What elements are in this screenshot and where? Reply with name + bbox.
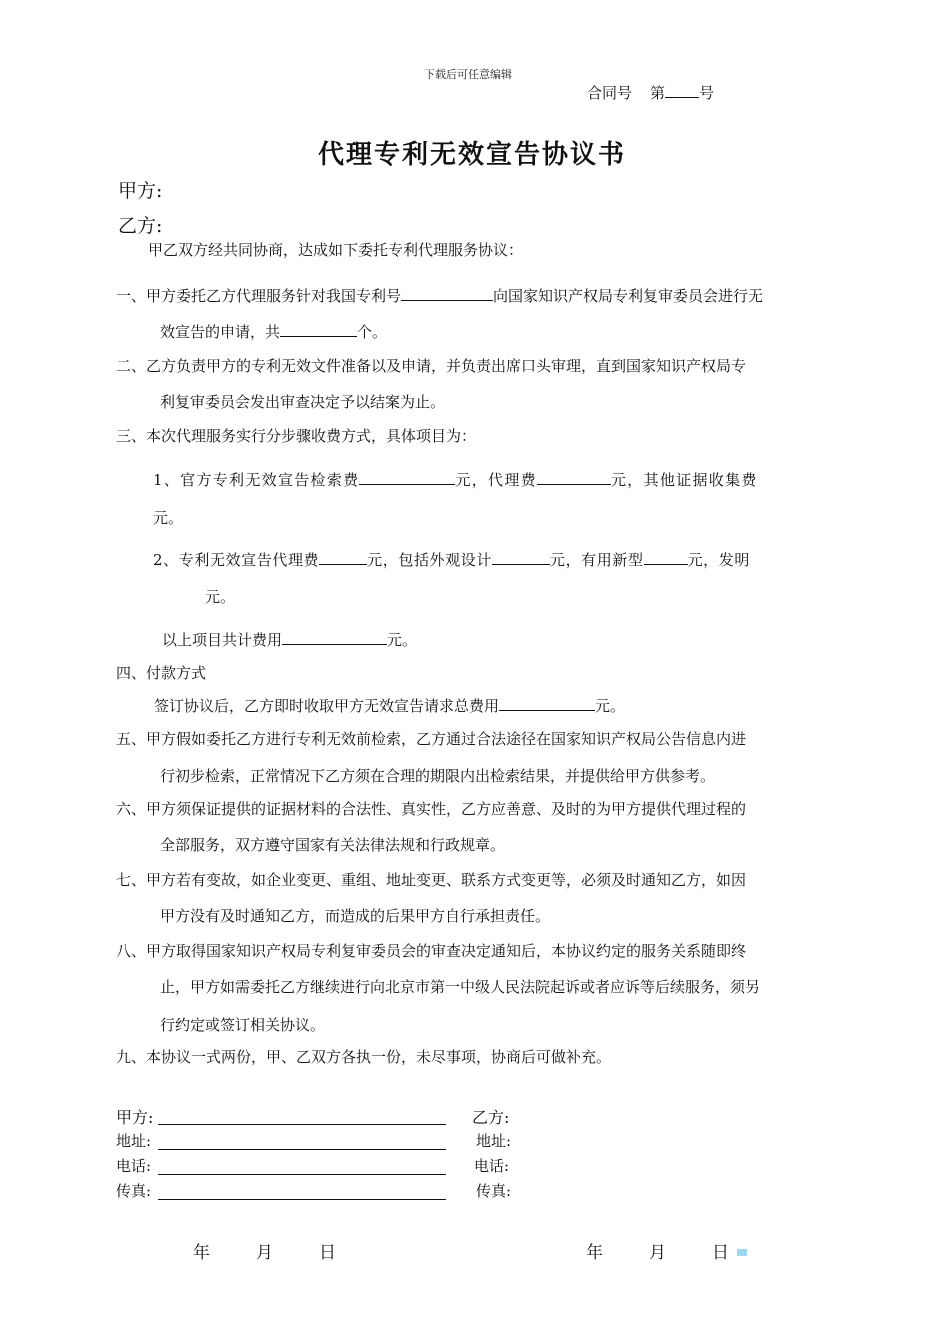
clause-1-line-2 xyxy=(160,320,387,342)
sign-address-a-label: 地址: xyxy=(116,1132,152,1150)
utility-model-fee-blank xyxy=(644,548,688,565)
sign-party-a-line xyxy=(158,1124,446,1125)
clause-6-line-2: 全部服务，双方遵守国家有关法律法规和行政规章。 xyxy=(160,836,506,854)
clause-9-line-1: 九、本协议一式两份，甲、乙双方各执一份，未尽事项，协商后可做补充。 xyxy=(116,1048,612,1066)
sign-address-a-line xyxy=(158,1149,446,1150)
sign-party-b-label: 乙方: xyxy=(472,1108,510,1127)
total-fee-blank xyxy=(282,628,387,645)
date-left-year: 年 xyxy=(193,1243,210,1263)
application-count-blank xyxy=(280,320,357,337)
fee-item-2-tail: 元。 xyxy=(205,588,236,606)
party-a-label: 甲方: xyxy=(118,180,163,202)
sign-phone-b-label: 电话: xyxy=(474,1157,510,1175)
sign-phone-a-line xyxy=(158,1174,446,1175)
text-cursor-mark xyxy=(737,1249,747,1256)
fee-total xyxy=(162,628,417,650)
fee-item-2-text-b: 元，包括外观设计 xyxy=(367,550,492,569)
clause-4-line-2 xyxy=(154,694,625,716)
date-right-month: 月 xyxy=(649,1243,666,1263)
date-left-month: 月 xyxy=(256,1243,273,1263)
contract-number-blank xyxy=(665,81,699,98)
sign-party-a-label: 甲方: xyxy=(116,1108,154,1127)
design-fee-blank xyxy=(492,548,550,565)
clause-3-line-1: 三、本次代理服务实行分步骤收费方式，具体项目为： xyxy=(116,427,477,445)
date-right xyxy=(586,1238,729,1263)
intro-text: 甲乙双方经共同协商，达成如下委托专利代理服务协议： xyxy=(148,241,524,259)
date-right-year: 年 xyxy=(586,1243,603,1263)
contract-number-suffix: 号 xyxy=(699,83,715,102)
date-left xyxy=(193,1238,336,1263)
date-right-day: 日 xyxy=(712,1243,729,1263)
fee-total-text-a: 以上项目共计费用 xyxy=(162,630,283,649)
clause-1-text-d: 个。 xyxy=(357,322,388,341)
party-b-label: 乙方: xyxy=(118,215,163,237)
fee-total-text-b: 元。 xyxy=(387,630,418,649)
clause-8-line-1: 八、甲方取得国家知识产权局专利复审委员会的审查决定通知后，本协议约定的服务关系随即终 xyxy=(116,942,747,960)
sign-fax-b-label: 传真: xyxy=(476,1182,512,1200)
sign-phone-a-label: 电话: xyxy=(116,1157,152,1175)
clause-2-line-1: 二、乙方负责甲方的专利无效文件准备以及申请，并负责出席口头审理，直到国家知识产权局专 xyxy=(116,357,747,375)
fee-item-1-text-b: 元，代理费 xyxy=(455,470,537,489)
clause-6-line-1: 六、甲方须保证提供的证据材料的合法性、真实性，乙方应善意、及时的为甲方提供代理过程的 xyxy=(116,800,747,818)
sign-fax-a-label: 传真: xyxy=(116,1182,152,1200)
fee-item-1-tail: 元。 xyxy=(153,509,184,527)
agency-fee-blank xyxy=(537,468,611,485)
document-title: 代理专利无效宣告协议书 xyxy=(318,140,627,170)
search-fee-blank xyxy=(359,468,455,485)
sign-fax-a-line xyxy=(158,1199,446,1200)
clause-7-line-1: 七、甲方若有变故，如企业变更、重组、地址变更、联系方式变更等，必须及时通知乙方，如因 xyxy=(116,871,747,889)
fee-item-1-text-a: 1、官方专利无效宣告检索费 xyxy=(153,470,360,489)
clause-2-line-2: 利复审委员会发出审查决定予以结案为止。 xyxy=(160,393,446,411)
total-request-fee-blank xyxy=(499,694,595,711)
contract-number-prefix: 第 xyxy=(650,83,666,102)
invalidation-agency-fee-blank xyxy=(319,548,367,565)
fee-item-2-text-c: 元，有用新型 xyxy=(549,550,644,569)
fee-item-2 xyxy=(153,548,750,570)
sign-address-b-label: 地址: xyxy=(476,1132,512,1150)
clause-5-line-1: 五、甲方假如委托乙方进行专利无效前检索，乙方通过合法途径在国家知识产权局公告信息内进 xyxy=(116,730,747,748)
clause-1-text-c: 效宣告的申请，共 xyxy=(160,322,281,341)
fee-item-1-text-c: 元，其他证据收集费 xyxy=(610,470,758,489)
clause-4-text-b: 元。 xyxy=(595,696,626,715)
clause-7-line-2: 甲方没有及时通知乙方，而造成的后果甲方自行承担责任。 xyxy=(160,907,551,925)
contract-number-label: 合同号 xyxy=(587,83,633,102)
clause-1-text-a: 一、甲方委托乙方代理服务针对我国专利号 xyxy=(116,286,402,305)
clause-8-line-3: 行约定或签订相关协议。 xyxy=(160,1016,326,1034)
clause-4-text-a: 签订协议后，乙方即时收取甲方无效宣告请求总费用 xyxy=(154,696,500,715)
fee-item-2-text-d: 元，发明 xyxy=(687,550,750,569)
fee-item-2-text-a: 2、专利无效宣告代理费 xyxy=(153,550,320,569)
clause-5-line-2: 行初步检索，正常情况下乙方须在合理的期限内出检索结果，并提供给甲方供参考。 xyxy=(160,767,716,785)
clause-8-line-2: 止，甲方如需委托乙方继续进行向北京市第一中级人民法院起诉或者应诉等后续服务，须另 xyxy=(160,978,761,996)
download-note: 下载后可任意编辑 xyxy=(424,68,512,81)
clause-4-line-1: 四、付款方式 xyxy=(116,664,207,682)
contract-number xyxy=(587,81,714,103)
clause-1-line-1 xyxy=(116,284,763,306)
fee-item-1 xyxy=(153,468,758,490)
date-left-day: 日 xyxy=(319,1243,336,1263)
clause-1-text-b: 向国家知识产权局专利复审委员会进行无 xyxy=(493,286,764,305)
patent-number-blank xyxy=(401,284,493,301)
